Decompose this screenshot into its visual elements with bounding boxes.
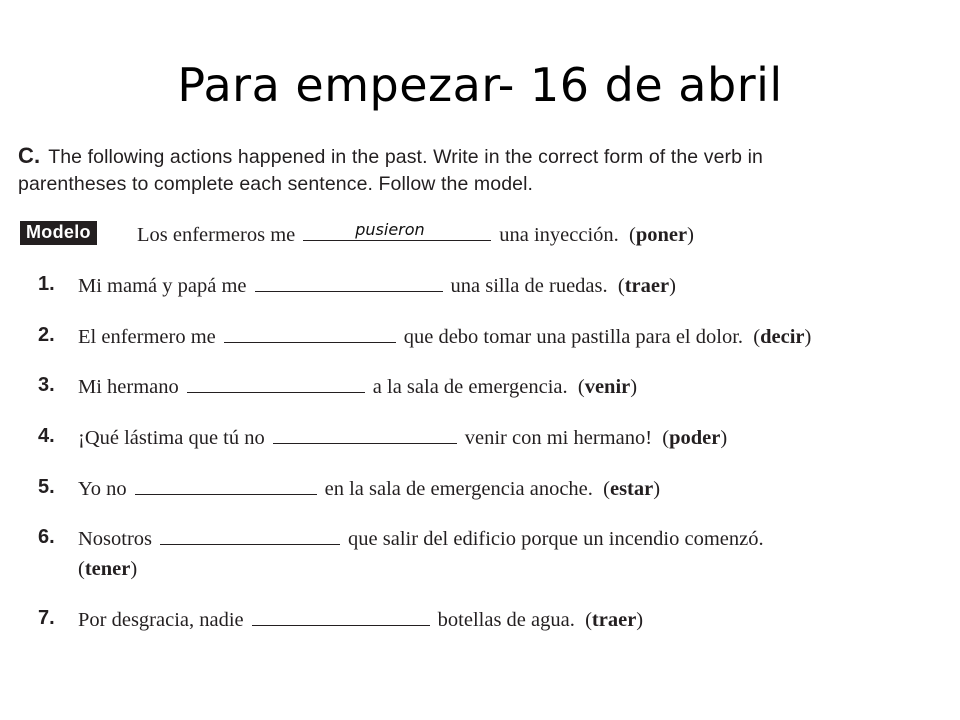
item-text-before: Mi mamá y papá me xyxy=(78,275,247,297)
answer-blank[interactable] xyxy=(135,476,317,495)
page-title: Para empezar- 16 de abril xyxy=(177,58,783,112)
item-number: 2. xyxy=(38,324,55,346)
item-text-before: ¡Qué lástima que tú no xyxy=(78,427,265,449)
model-answer-blank xyxy=(303,222,491,241)
item-text-before: Nosotros xyxy=(78,528,153,550)
answer-blank[interactable] xyxy=(252,607,430,626)
item-text-after: que salir del edificio porque un incendio comenzó. xyxy=(348,528,764,550)
item-verb: traer xyxy=(624,275,670,297)
item-number: 5. xyxy=(38,476,55,498)
item-number: 1. xyxy=(38,273,55,295)
item-verb: decir xyxy=(760,326,805,348)
model-text-after: una inyección. xyxy=(499,224,619,246)
item-text-before: Yo no xyxy=(78,478,127,500)
instructions-line-2: parentheses to complete each sentence. Follow the model. xyxy=(18,173,534,195)
model-answer: pusieron xyxy=(355,220,425,239)
item-text-after: que debo tomar una pastilla para el dolor. xyxy=(403,326,744,348)
item-verb: estar xyxy=(609,478,654,500)
answer-blank[interactable] xyxy=(255,273,443,292)
item-verb: venir xyxy=(584,376,631,398)
answer-blank[interactable] xyxy=(187,374,365,393)
answer-blank[interactable] xyxy=(160,526,340,545)
item-number: 6. xyxy=(38,526,55,548)
item-text-after: botellas de agua. xyxy=(437,609,575,631)
item-number: 4. xyxy=(38,425,55,447)
item-text-before: Mi hermano xyxy=(78,376,179,398)
answer-blank[interactable] xyxy=(273,425,457,444)
answer-blank[interactable] xyxy=(224,324,396,343)
instructions-line-1: The following actions happened in the past. Write in the correct form of the verb in xyxy=(48,146,763,168)
item-number: 3. xyxy=(38,374,55,396)
item-text-before: El enfermero me xyxy=(78,326,216,348)
item-text-after: a la sala de emergencia. xyxy=(372,376,568,398)
modelo-badge: Modelo xyxy=(20,221,97,245)
item-verb: traer xyxy=(591,609,637,631)
section-letter: C. xyxy=(18,143,41,168)
item-number: 7. xyxy=(38,607,55,629)
item-text-before: Por desgracia, nadie xyxy=(78,609,244,631)
item-verb: tener xyxy=(84,558,131,580)
model-text-before: Los enfermeros me xyxy=(137,224,296,246)
model-verb: poner xyxy=(635,224,688,246)
item-text-after: venir con mi hermano! xyxy=(464,427,653,449)
item-verb: poder xyxy=(669,427,721,449)
item-text-after: una silla de ruedas. xyxy=(450,275,608,297)
item-text-after: en la sala de emergencia anoche. xyxy=(324,478,593,500)
instructions xyxy=(18,142,938,198)
